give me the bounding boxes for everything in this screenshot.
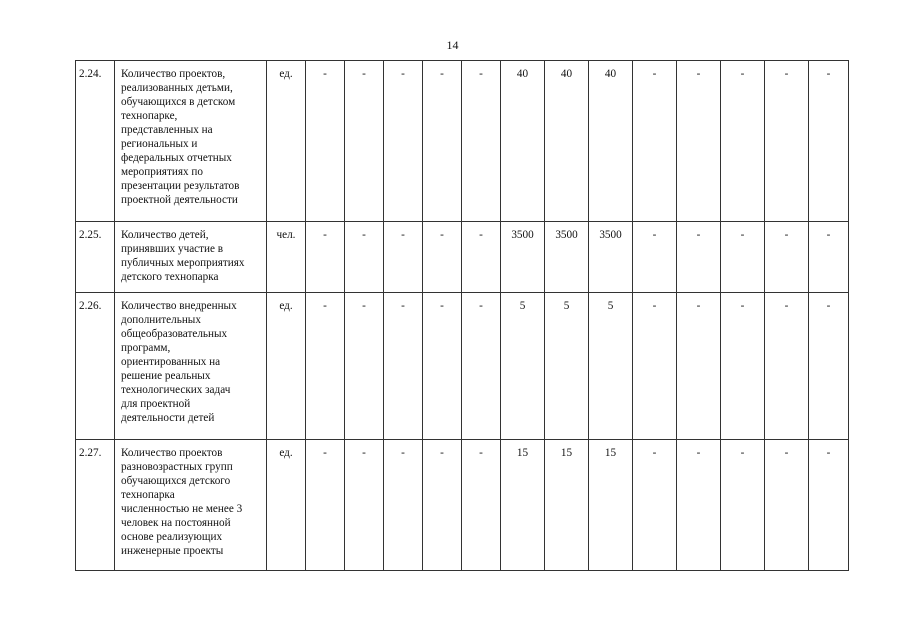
table-row [76,222,849,293]
value-cell: - [462,293,501,440]
value-cell: - [765,293,809,440]
value-cell: - [384,440,423,571]
unit-cell: ед. [267,293,306,440]
value-cell: - [677,293,721,440]
value-cell: - [677,440,721,571]
value-cell: - [384,222,423,293]
value-cell: - [633,440,677,571]
value-cell: - [306,293,345,440]
value-cell: 40 [589,61,633,222]
table-row [76,440,849,571]
value-cell: - [345,293,384,440]
value-cell: - [306,440,345,571]
value-cell: - [721,293,765,440]
value-cell: - [809,222,849,293]
value-cell: - [765,61,809,222]
value-cell: - [345,440,384,571]
unit-cell: ед. [267,440,306,571]
value-cell: - [423,293,462,440]
table-row [76,61,849,222]
value-cell: - [345,222,384,293]
row-number-cell: 2.27. [76,440,115,571]
value-cell: 5 [545,293,589,440]
value-cell: - [384,293,423,440]
value-cell: - [462,61,501,222]
value-cell: - [677,222,721,293]
value-cell: - [633,293,677,440]
row-number-cell: 2.26. [76,293,115,440]
unit-cell: чел. [267,222,306,293]
value-cell: - [306,61,345,222]
value-cell: - [677,61,721,222]
value-cell: 15 [589,440,633,571]
value-cell: - [721,222,765,293]
value-cell: - [721,61,765,222]
value-cell: - [765,222,809,293]
table-row [76,293,849,440]
value-cell: - [423,61,462,222]
value-cell: - [462,222,501,293]
value-cell: 15 [501,440,545,571]
value-cell: 3500 [545,222,589,293]
value-cell: - [423,222,462,293]
value-cell: 5 [501,293,545,440]
value-cell: - [345,61,384,222]
row-number-cell: 2.24. [76,61,115,222]
value-cell: 15 [545,440,589,571]
indicator-name-cell: Количество детей, принявших участие в публичных мероприятиях детского технопарка [115,222,267,293]
indicator-name-cell: Количество внедренных дополнительных общеобразовательных программ, ориентированных на решение реальных технологических задач для проектной деятельности детей [115,293,267,440]
indicator-name-cell: Количество проектов, реализованных детьми, обучающихся в детском технопарке, представленных на региональных и федеральных отчетных мероприятиях по презентации результатов проектной деятельности [115,61,267,222]
value-cell: - [809,61,849,222]
value-cell: - [633,222,677,293]
value-cell: - [384,61,423,222]
value-cell: - [765,440,809,571]
value-cell: - [721,440,765,571]
row-number-cell: 2.25. [76,222,115,293]
value-cell: 5 [589,293,633,440]
value-cell: - [462,440,501,571]
value-cell: 40 [545,61,589,222]
value-cell: 40 [501,61,545,222]
value-cell: - [306,222,345,293]
indicator-name-cell: Количество проектов разновозрастных групп обучающихся детского технопарка численностью не менее 3 человек на постоянной основе реализующих инженерные проекты [115,440,267,571]
page-number: 14 [446,38,459,52]
value-cell: - [423,440,462,571]
value-cell: - [633,61,677,222]
value-cell: - [809,440,849,571]
value-cell: - [809,293,849,440]
value-cell: 3500 [501,222,545,293]
indicator-table [75,60,849,571]
unit-cell: ед. [267,61,306,222]
value-cell: 3500 [589,222,633,293]
